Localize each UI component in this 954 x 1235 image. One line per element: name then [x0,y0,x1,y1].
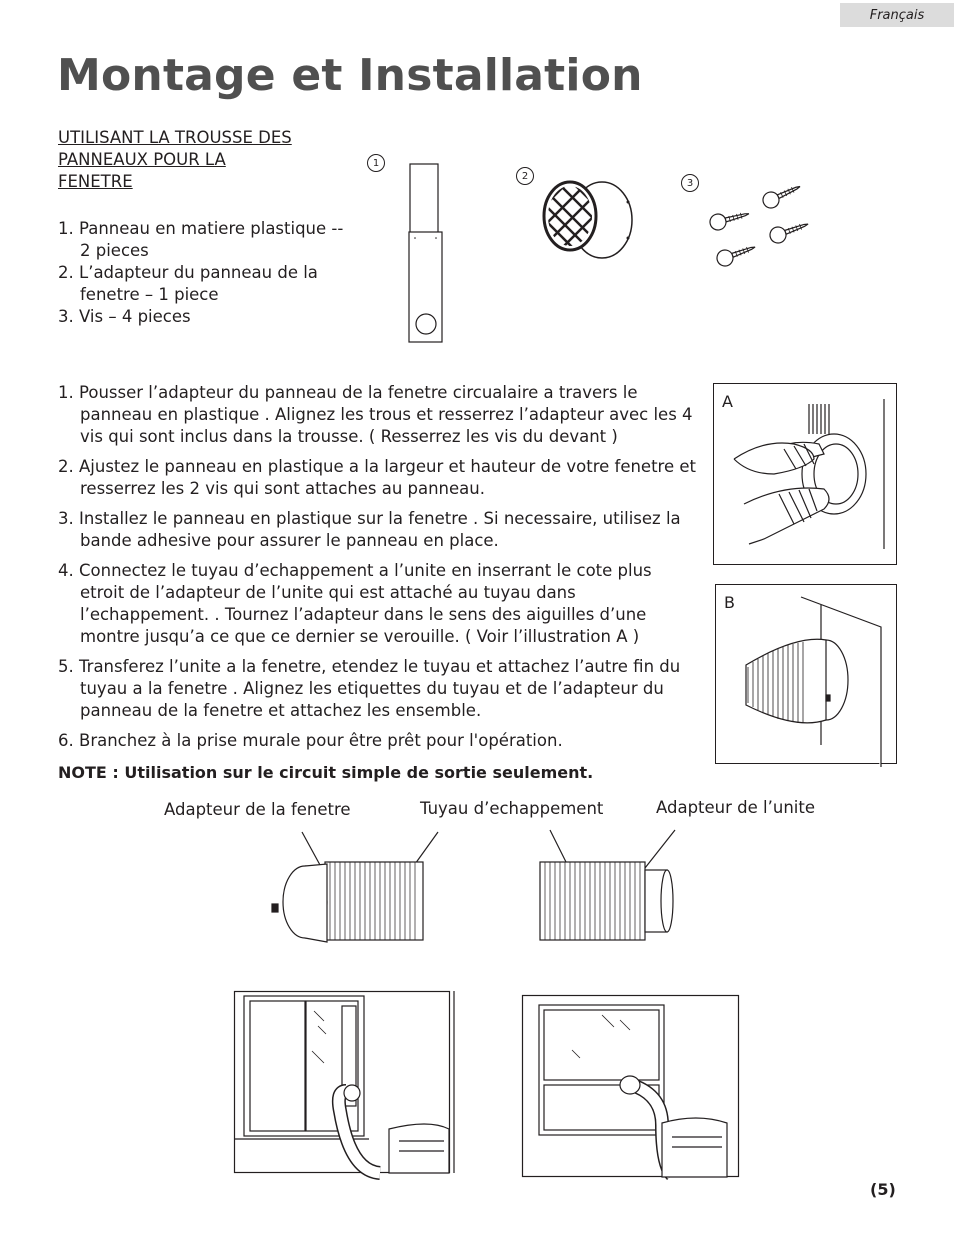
figure-a-illustration [724,394,889,554]
list-item: 4. Connectez le tuyau d’echappement a l’unite en inserrant le cote plus etroit de l’adapteur de l’unite qui est attaché au tuyau dans l’echappement. . Tournez l’adapteur dans le sens des aiguilles d’une montre jusqu’a ce que ce dernier se verouille. ( Voir l’illustration A ) [58,561,652,646]
figure-a [713,383,897,565]
list-item: 5. Transferez l’unite a la fenetre, etendez le tuyau et attachez l’autre fin du tuyau a la fenetre . Alignez les etiquettes du tuyau et de l’adapteur du panneau de la fenetre et attachez les ensemble. [58,657,681,720]
list-item: 1. Panneau en matiere plastique -- 2 pieces [58,219,344,260]
kit-heading-line: PANNEAUX POUR LA [58,150,226,169]
callout-1: 1 [367,154,385,172]
window-adapter-illustration [540,180,640,260]
screws-illustration [705,182,805,277]
note: NOTE : Utilisation sur le circuit simple de sortie seulement. [58,763,594,782]
list-item: 3. Installez le panneau en plastique sur la fenetre . Si necessaire, utilisez la bande adhesive pour assurer le panneau en place. [58,509,681,550]
exhaust-hose-label: Tuyau d’echappement [420,799,604,818]
callout-2: 2 [516,167,534,185]
installation-steps [58,382,700,760]
page-title: Montage et Installation [57,50,643,101]
figure-b [715,584,897,764]
unit-adapter-label: Adapteur de l’unite [656,798,815,817]
hose-with-window-adapter-illustration [260,820,460,950]
window-adapter-label: Adapteur de la fenetre [164,800,351,819]
list-item: 6. Branchez à la prise murale pour être prêt pour l'opération. [58,731,563,750]
list-item: 2. Ajustez le panneau en plastique a la largeur et hauteur de votre fenetre et resserrez les 2 vis qui sont attaches au panneau. [58,457,696,498]
list-item: 2. L’adapteur du panneau de la fenetre – 1 piece [58,263,318,304]
hose-with-unit-adapter-illustration [530,820,700,950]
page-number: (5) [870,1180,896,1199]
figure-b-label: B [724,593,735,612]
figure-a-label: A [722,392,733,411]
kit-heading-line: FENETRE [58,172,133,191]
hung-window-installation-illustration [522,995,742,1177]
sliding-window-installation-illustration [234,991,459,1173]
figure-b-illustration [726,595,886,755]
plastic-panel-illustration [405,160,445,345]
kit-heading [58,127,318,193]
parts-list [58,218,348,328]
language-tab: Français [840,3,954,27]
list-item: 3. Vis – 4 pieces [58,307,191,326]
list-item: 1. Pousser l’adapteur du panneau de la fenetre circualaire a travers le panneau en plastique . Alignez les trous et resserrez l’adapteur avec les 4 vis qui sont inclus dans la trousse. ( Resserrez les vis du devant ) [58,383,693,446]
kit-heading-line: UTILISANT LA TROUSSE DES [58,128,292,147]
callout-3: 3 [681,174,699,192]
